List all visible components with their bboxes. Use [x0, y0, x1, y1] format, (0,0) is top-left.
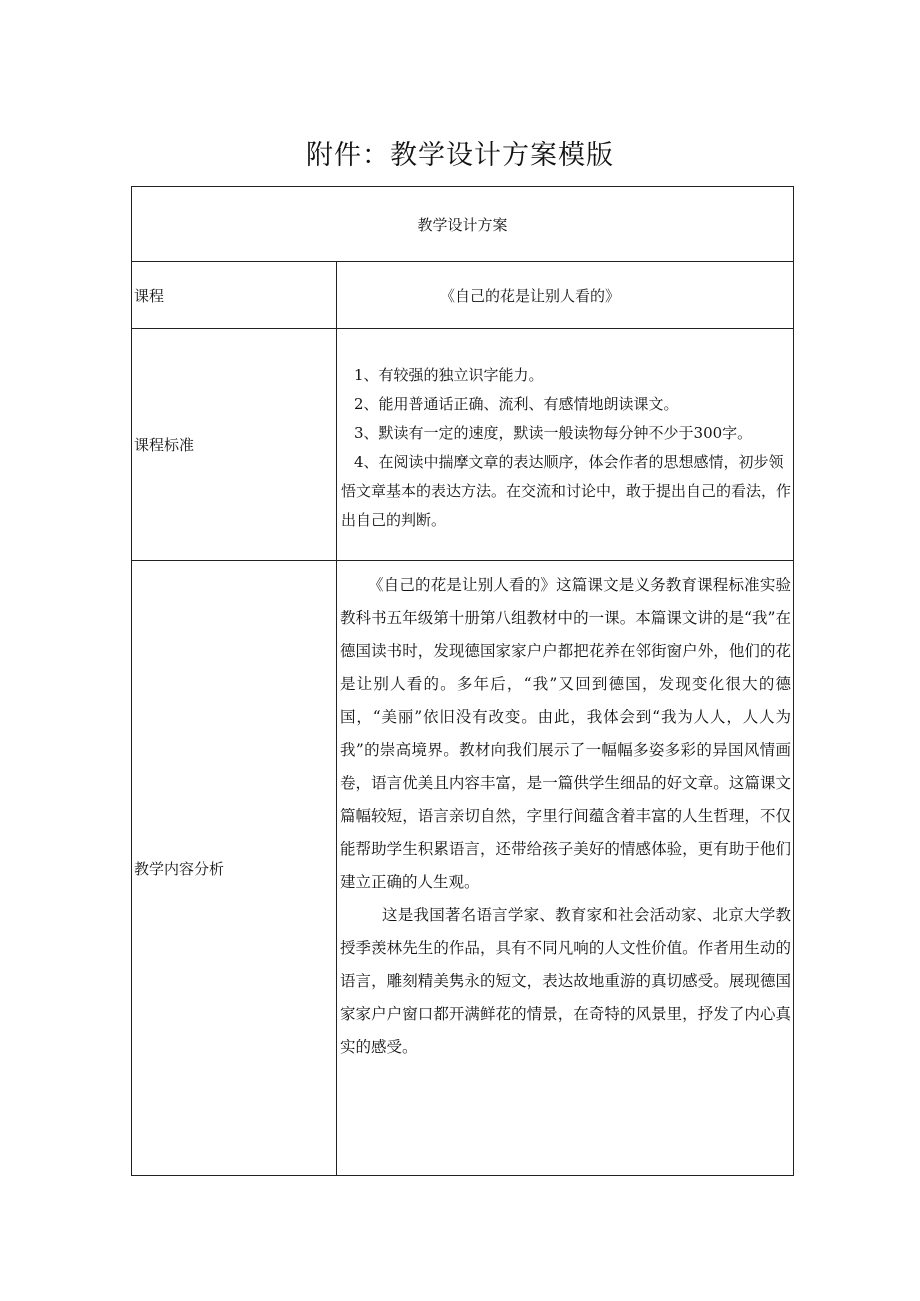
- content-paragraph: 这是我国著名语言学家、教育家和社会活动家、北京大学教授季羡林先生的作品，具有不同凡响的人文性价值。作者用生动的语言，雕刻精美隽永的短文，表达故地重游的真切感受。展现德国家家户户窗口都开满鲜花的情景，在奇特的风景里，抒发了内心真实的感受。: [340, 906, 792, 1056]
- content-analysis-text: [337, 561, 793, 1064]
- standard-value-cell: [337, 329, 794, 561]
- table-header: 教学设计方案: [132, 187, 794, 262]
- content-analysis-label: 教学内容分析: [132, 561, 337, 1176]
- document-title: 附件：教学设计方案模版: [306, 140, 614, 171]
- content-analysis-row: [132, 561, 794, 1176]
- standard-item: 2、能用普通话正确、流利、有感情地朗读课文。: [354, 394, 679, 413]
- content-analysis-cell: [337, 561, 794, 1176]
- course-label: 课程: [132, 262, 337, 329]
- standard-item: 1、有较强的独立识字能力。: [354, 365, 544, 384]
- course-value: 《自己的花是让别人看的》: [337, 262, 794, 329]
- teaching-plan-table: [131, 186, 794, 1176]
- course-row: [132, 262, 794, 329]
- content-paragraph: 《自己的花是让别人看的》这篇课文是义务教育课程标准实验教科书五年级第十册第八组教材中的一课。本篇课文讲的是“我”在德国读书时，发现德国家家户户都把花养在邻街窗户外，他们的花是让别人看的。多年后，“我”又回到德国，发现变化很大的德国，“美丽”依旧没有改变。由此，我体会到“我为人人，人人为我”的崇高境界。教材向我们展示了一幅幅多姿多彩的异国风情画卷，语言优美且内容丰富，是一篇供学生细品的好文章。这篇课文篇幅较短，语言亲切自然，字里行间蕴含着丰富的人生哲理，不仅能帮助学生积累语言，还带给孩子美好的情感体验，更有助于他们建立正确的人生观。: [340, 576, 792, 891]
- standard-item: 4、在阅读中揣摩文章的表达顺序，体会作者的思想感情，初步领悟文章基本的表达方法。在交流和讨论中，敢于提出自己的看法，作出自己的判断。: [341, 452, 792, 529]
- table-header-row: [132, 187, 794, 262]
- standard-row: [132, 329, 794, 561]
- standard-label: 课程标准: [132, 329, 337, 561]
- standard-list: [337, 355, 793, 535]
- standard-item: 3、默读有一定的速度，默读一般读物每分钟不少于300字。: [354, 423, 753, 442]
